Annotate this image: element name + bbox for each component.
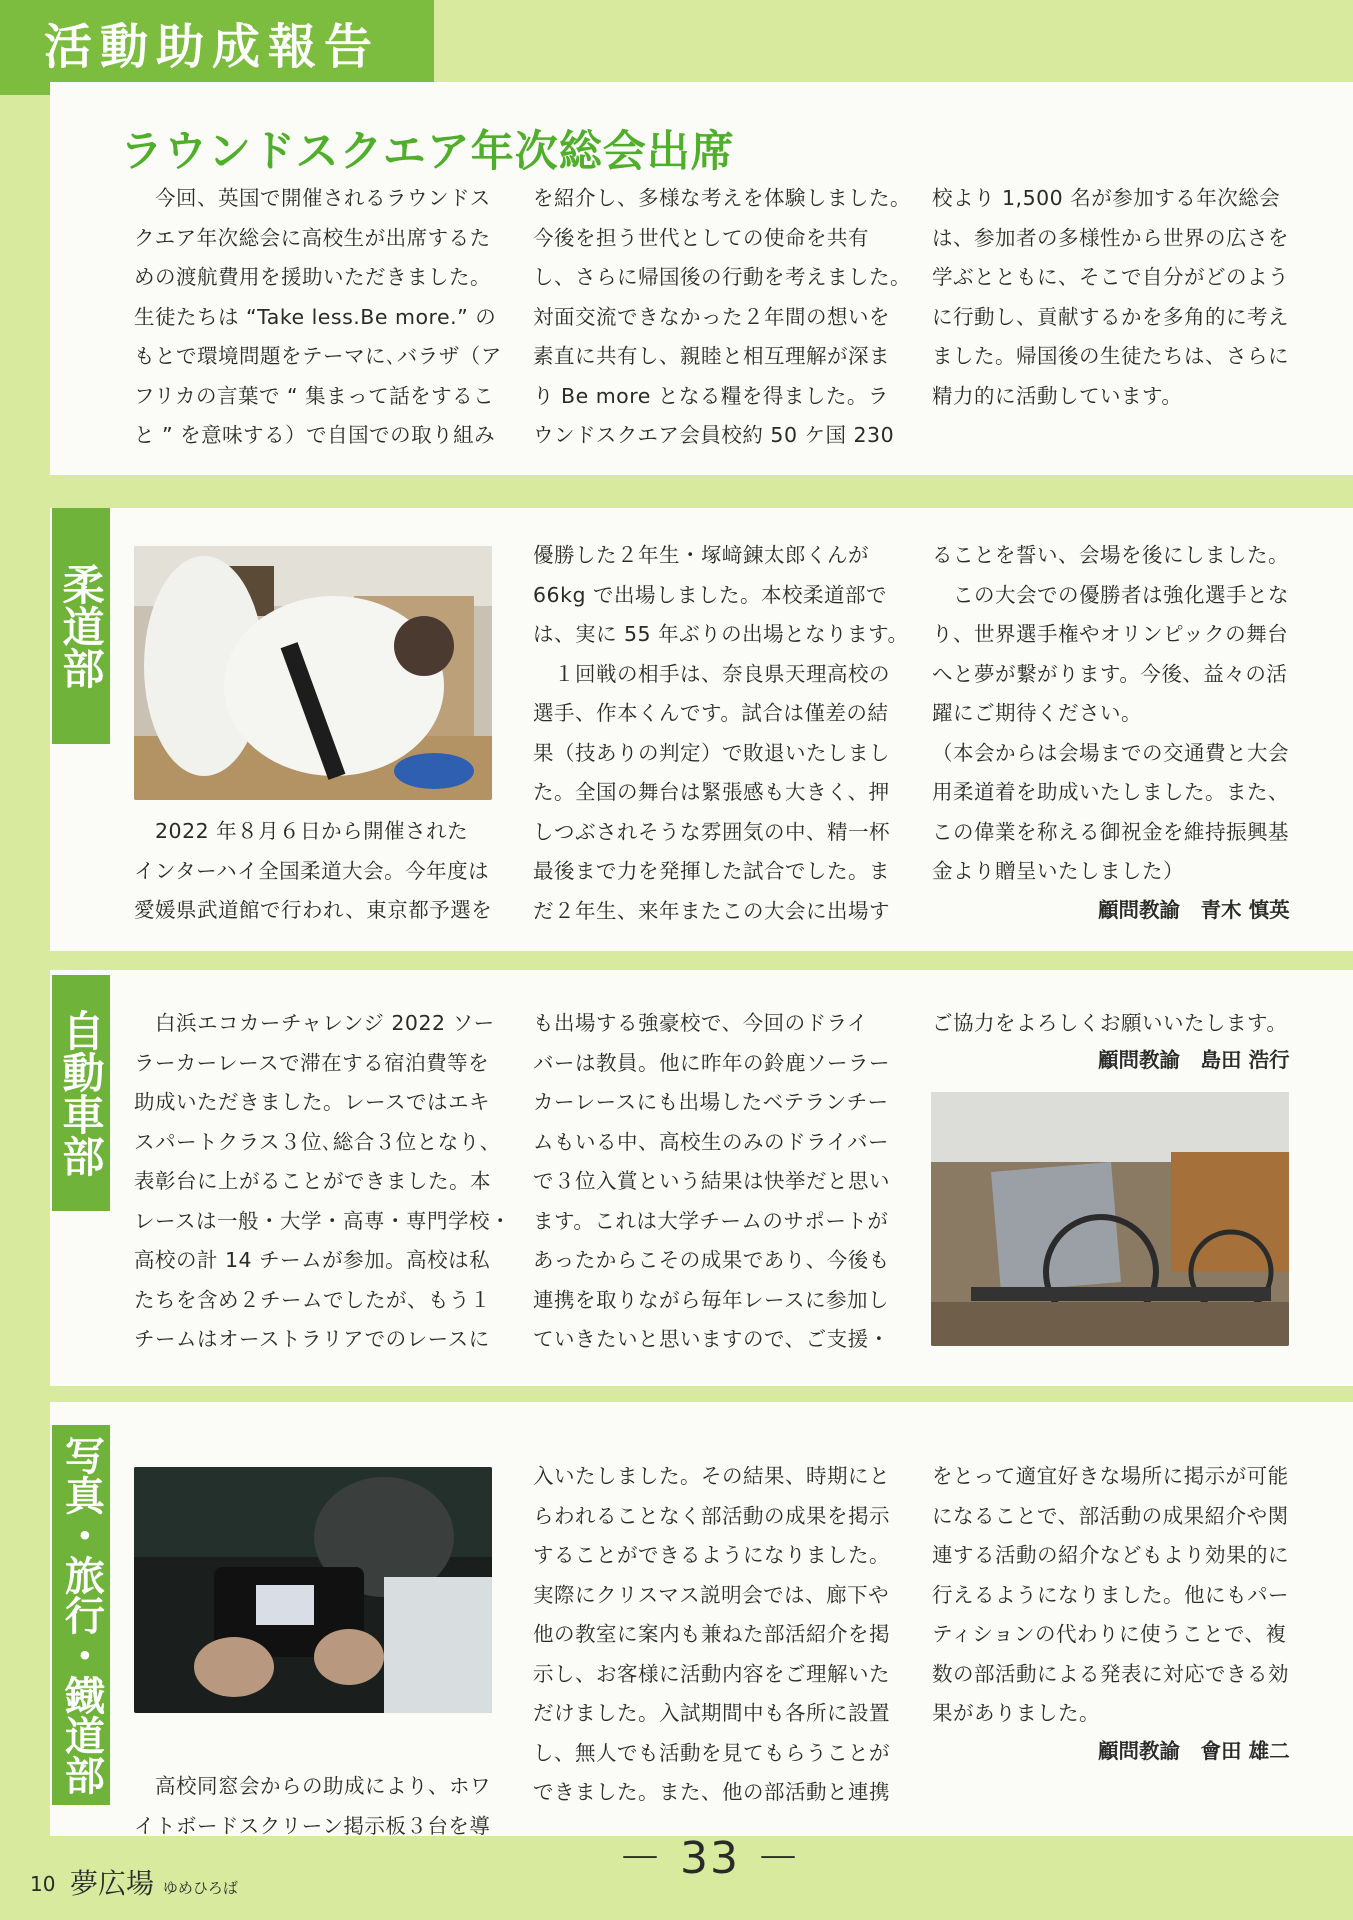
auto-column-3: ご協力をよろしくお願いいたします。 <box>932 1011 1288 1035</box>
tab-photo-club: 写真・旅行・鐡道部 <box>52 1425 110 1805</box>
magazine-logo-kana: ゆめひろば <box>162 1879 238 1897</box>
photo-club-signature: 顧問教諭 會田 雄二 <box>1098 1739 1290 1763</box>
roundsquare-column-3: 校より 1,500 名が参加する年次総会 は、参加者の多様性から世界の広さを 学ぶとともに、そこで自分がどのよう に行動し、貢献するかを多角的に考え ました。帰国後の生徒たちは、さらに 精力的に活動しています。 <box>932 186 1289 408</box>
photo-club-column-1: 高校同窓会からの助成により、ホワ イトボードスクリーン掲示板３台を導 <box>134 1774 491 1838</box>
magazine-logo <box>70 1862 238 1902</box>
auto-signature: 顧問教諭 島田 浩行 <box>1098 1048 1290 1072</box>
auto-column-2: も出場する強豪校で、今回のドライ バーは教員。他に昨年の鈴鹿ソーラー カーレースにも出場したベテランチー ムもいる中、高校生のみのドライバー で３位入賞という結果は快挙だと思い ます。これは大学チームのサポートが あったからこその成果であり、今後も 連携を取りながら毎年レースに参加し ていきたいと思いますので、ご支援・ <box>533 1011 890 1351</box>
judo-signature: 顧問教諭 青木 慎英 <box>1098 898 1290 922</box>
roundsquare-column-2: を紹介し、多様な考えを体験しました。 今後を担う世代としての使命を共有 し、さらに帰国後の行動を考えました。 対面交流できなかった２年間の想いを 素直に共有し、親睦と相互理解が深ま り Be more となる糧を得ました。ラ ウンドスクエア会員校約 50 ケ国 230 <box>533 186 911 447</box>
photo-club-column-3: をとって適宜好きな場所に掲示が可能 になることで、部活動の成果紹介や関 連する活動の紹介などもより効果的に 行えるようになりました。他にもパー ティションの代わりに使うことで、複 数の部活動による発表に対応できる効 果がありました。 <box>932 1464 1289 1725</box>
auto-column-1: 白浜エコカーチャレンジ 2022 ソー ラーカーレースで滞在する宿泊費等を 助成いただきました。レースではエキ スパートクラス３位､総合３位となり、 表彰台に上がることができました。本 レースは一般・大学・高専・専門学校・ 高校の計 14 チームが参加。高校は私 たちを含め２チームでしたが、もう１ チームはオーストラリアでのレースに <box>134 1011 511 1351</box>
article-title-roundsquare: ラウンドスクエア年次総会出席 <box>120 127 735 177</box>
judo-column-3: ることを誓い、会場を後にしました。 この大会での優勝者は強化選手とな り、世界選手権やオリンピックの舞台 へと夢が繋がります。今後、益々の活 躍にご期待ください。 （本会からは会場までの交通費と大会 用柔道着を助成いたしました。また、 この偉業を称える御祝金を維持振興基 金より贈呈いたしました） <box>932 543 1289 883</box>
judo-column-1: 2022 年８月６日から開催された インターハイ全国柔道大会。今年度は 愛媛県武道館で行われ、東京都予選を <box>134 819 493 922</box>
camera-photo <box>134 1467 492 1713</box>
judo-photo <box>134 546 492 800</box>
photo-club-column-2: 入いたしました。その結果、時期にと らわれることなく部活動の成果を掲示 することができるようになりました。 実際にクリスマス説明会では、廊下や 他の教室に案内も兼ねた部活紹介を掲 示し、お客様に活動内容をご理解いた だけました。入試期間中も各所に設置 し、無人でも活動を見てもらうことが できました。また、他の部活動と連携 <box>533 1464 890 1804</box>
roundsquare-column-1: 今回、英国で開催されるラウンドス クエア年次総会に高校生が出席するた めの渡航費用を援助いただきました。 生徒たちは “Take less.Be more.” の もとで環境問題をテーマに､バラザ（ア フリカの言葉で “ 集まって話をするこ と ” を意味する）で自国での取り組み <box>134 186 502 447</box>
tab-auto: 自動車部 <box>52 975 110 1211</box>
tab-judo: 柔道部 <box>52 508 110 744</box>
section-header: 活動助成報告 <box>0 0 434 95</box>
solar-car-photo <box>931 1092 1289 1346</box>
magazine-page-number: 10 <box>30 1872 56 1896</box>
page-number: － 33 － <box>618 1833 802 1884</box>
magazine-logo-text: 夢広場 <box>70 1867 155 1900</box>
judo-column-2: 優勝した２年生・塚﨑錬太郎くんが 66kg で出場しました。本校柔道部で は、実に 55 年ぶりの出場となります。 １回戦の相手は、奈良県天理高校の 選手、作本くんです。試合は僅差の結 果（技ありの判定）で敗退いたしまし た。全国の舞台は緊張感も大きく、押 しつぶされそうな雰囲気の中、精一杯 最後まで力を発揮した試合でした。ま だ２年生、来年またこの大会に出場す <box>533 543 909 923</box>
